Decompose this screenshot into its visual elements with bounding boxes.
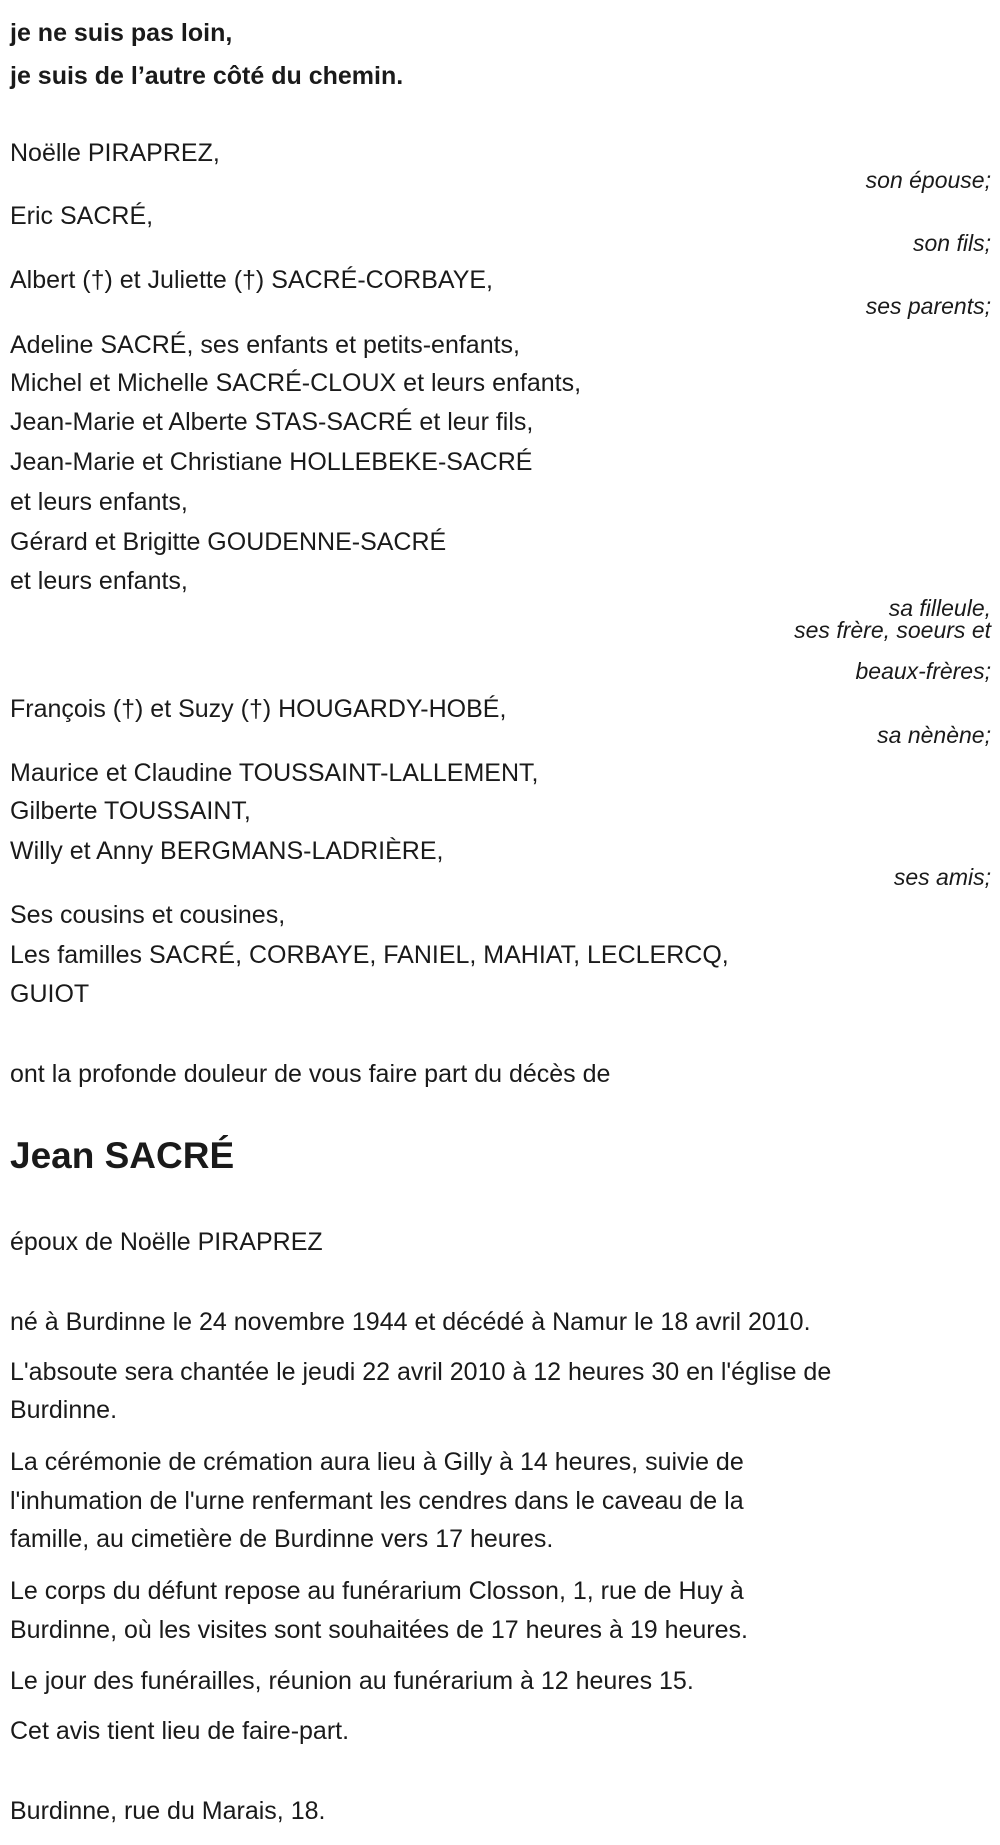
sibling-line: et leurs enfants, — [10, 567, 188, 595]
detail-line: L'absoute sera chantée le jeudi 22 avril 2010 à 12 heures 30 en l'église de — [10, 1358, 832, 1386]
others-line: GUIOT — [10, 980, 90, 1008]
spouse-of: époux de Noëlle PIRAPREZ — [10, 1228, 323, 1256]
sibling-line: Jean-Marie et Alberte STAS-SACRÉ et leur fils, — [10, 408, 534, 436]
sibling-line: Adeline SACRÉ, ses enfants et petits-enfants, — [10, 331, 520, 359]
friend-line: Gilberte TOUSSAINT, — [10, 797, 251, 825]
parents-role: ses parents; — [865, 293, 991, 319]
detail-line: Burdinne. — [10, 1396, 118, 1424]
friends-role: ses amis; — [893, 864, 991, 890]
sibling-line: Michel et Michelle SACRÉ-CLOUX et leurs enfants, — [10, 369, 582, 397]
siblings-role: beaux-frères; — [855, 658, 991, 684]
deceased-name: Jean SACRÉ — [10, 1135, 235, 1176]
others-line: Ses cousins et cousines, — [10, 901, 286, 929]
detail-line: né à Burdinne le 24 novembre 1944 et décédé à Namur le 18 avril 2010. — [10, 1308, 811, 1336]
sibling-line: et leurs enfants, — [10, 488, 188, 516]
detail-line: famille, au cimetière de Burdinne vers 17 heures. — [10, 1525, 554, 1553]
sibling-line: Gérard et Brigitte GOUDENNE-SACRÉ — [10, 528, 447, 556]
announcement: ont la profonde douleur de vous faire part du décès de — [10, 1060, 611, 1088]
friend-line: Maurice et Claudine TOUSSAINT-LALLEMENT, — [10, 759, 539, 787]
son-name: Eric SACRÉ, — [10, 202, 154, 230]
parents-names: Albert (†) et Juliette (†) SACRÉ-CORBAYE, — [10, 266, 494, 294]
siblings-role: sa filleule, — [888, 595, 991, 621]
son-role: son fils; — [913, 230, 991, 256]
poem-line: je ne suis pas loin, — [10, 19, 233, 47]
detail-line: Le corps du défunt repose au funérarium Closson, 1, rue de Huy à — [10, 1577, 744, 1605]
godparents-role: sa nènène; — [877, 722, 991, 748]
spouse-name: Noëlle PIRAPREZ, — [10, 139, 220, 167]
godparents-names: François (†) et Suzy (†) HOUGARDY-HOBÉ, — [10, 695, 507, 723]
detail-line: La cérémonie de crémation aura lieu à Gilly à 14 heures, suivie de — [10, 1448, 744, 1476]
detail-line: Burdinne, où les visites sont souhaitées de 17 heures à 19 heures. — [10, 1616, 748, 1644]
detail-line: l'inhumation de l'urne renfermant les cendres dans le caveau de la — [10, 1487, 744, 1515]
sibling-line: Jean-Marie et Christiane HOLLEBEKE-SACRÉ — [10, 448, 533, 476]
detail-line: Le jour des funérailles, réunion au funérarium à 12 heures 15. — [10, 1667, 694, 1695]
others-line: Les familles SACRÉ, CORBAYE, FANIEL, MAHIAT, LECLERCQ, — [10, 941, 729, 969]
friend-line: Willy et Anny BERGMANS-LADRIÈRE, — [10, 837, 444, 865]
detail-line: Cet avis tient lieu de faire-part. — [10, 1717, 350, 1745]
siblings-role: ses frère, soeurs et — [794, 617, 991, 643]
address: Burdinne, rue du Marais, 18. — [10, 1797, 326, 1825]
spouse-role: son épouse; — [865, 167, 991, 193]
poem-line: je suis de l’autre côté du chemin. — [10, 62, 404, 90]
